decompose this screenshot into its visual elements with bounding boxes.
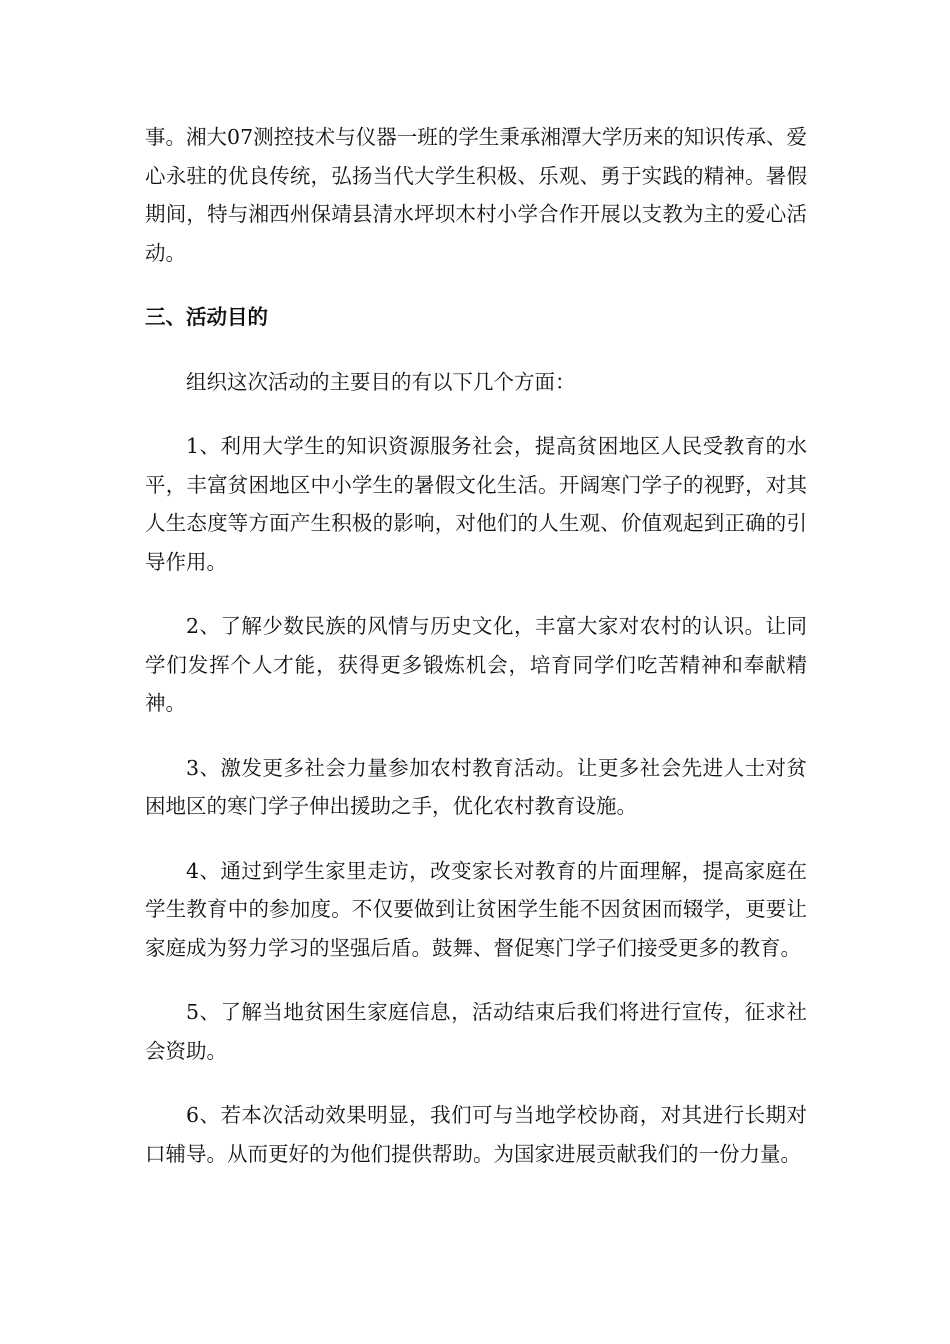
- purpose-item-4: 4、通过到学生家里走访，改变家长对教育的片面理解，提高家庭在学生教育中的参加度。不仅要做到让贫困学生能不因贫困而辍学，更要让家庭成为努力学习的坚强后盾。鼓舞、督促寒门学子们接受更多的教育。: [145, 858, 807, 960]
- section-heading: 三、活动目的: [145, 305, 268, 329]
- lead-paragraph: 组织这次活动的主要目的有以下几个方面：: [186, 369, 576, 394]
- purpose-item-6: 6、若本次活动效果明显，我们可与当地学校协商，对其进行长期对口辅导。从而更好的为他们提供帮助。为国家进展贡献我们的一份力量。: [145, 1103, 807, 1166]
- intro-paragraph: 事。湘大07测控技术与仪器一班的学生秉承湘潭大学历来的知识传承、爱心永驻的优良传统，弘扬当代大学生积极、乐观、勇于实践的精神。暑假期间，特与湘西州保靖县清水坪坝木村小学合作开展以支教为主的爱心活动。: [145, 125, 807, 265]
- purpose-item-2: 2、了解少数民族的风情与历史文化，丰富大家对农村的认识。让同学们发挥个人才能，获得更多锻炼机会，培育同学们吃苦精神和奉献精神。: [145, 614, 807, 715]
- purpose-item-1: 1、利用大学生的知识资源服务社会，提高贫困地区人民受教育的水平，丰富贫困地区中小学生的暑假文化生活。开阔寒门学子的视野，对其人生态度等方面产生积极的影响，对他们的人生观、价值观起到正确的引导作用。: [145, 434, 807, 574]
- purpose-item-5: 5、了解当地贫困生家庭信息，活动结束后我们将进行宣传，征求社会资助。: [145, 1000, 807, 1063]
- document-body: [145, 118, 807, 1199]
- purpose-item-3: 3、激发更多社会力量参加农村教育活动。让更多社会先进人士对贫困地区的寒门学子伸出援助之手，优化农村教育设施。: [145, 755, 807, 818]
